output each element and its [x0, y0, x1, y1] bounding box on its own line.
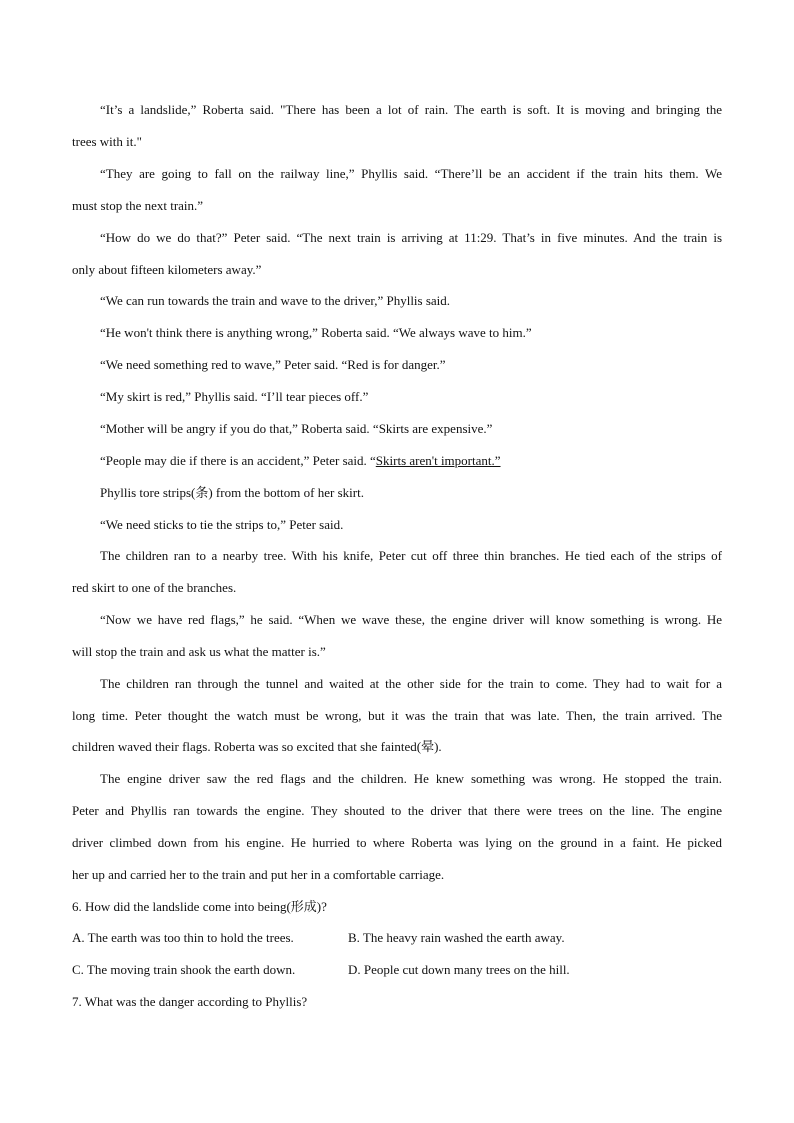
question-6-option-d: D. People cut down many trees on the hill. [348, 962, 570, 977]
paragraph-line: The children ran through the tunnel and waited at the other side for the train to come. They had to wait for a [100, 676, 722, 691]
question-6-option-a: A. The earth was too thin to hold the trees. [72, 930, 294, 945]
paragraph-line: Phyllis tore strips(条) from the bottom of her skirt. [100, 485, 364, 500]
paragraph-line: her up and carried her to the train and put her in a comfortable carriage. [72, 867, 445, 882]
paragraph-line: red skirt to one of the branches. [72, 580, 237, 595]
paragraph-line: “We can run towards the train and wave to the driver,” Phyllis said. [100, 293, 451, 308]
paragraph-line: “Mother will be angry if you do that,” Roberta said. “Skirts are expensive.” [100, 421, 493, 436]
paragraph-line: children waved their flags. Roberta was so excited that she fainted(晕). [72, 739, 442, 754]
paragraph-line: only about fifteen kilometers away.” [72, 262, 262, 277]
paragraph-line: “We need something red to wave,” Peter said. “Red is for danger.” [100, 357, 446, 372]
paragraph-line: “He won't think there is anything wrong,” Roberta said. “We always wave to him.” [100, 325, 532, 340]
question-6-stem: 6. How did the landslide come into being(形成)? [72, 899, 327, 914]
paragraph-line: long time. Peter thought the watch must be wrong, but it was the train that was late. Then, the train arrived. The [72, 708, 722, 723]
paragraph-line: “We need sticks to tie the strips to,” Peter said. [100, 517, 344, 532]
paragraph-line: Peter and Phyllis ran towards the engine. They shouted to the driver that there were trees on the line. The engine [72, 803, 722, 818]
paragraph-line: driver climbed down from his engine. He hurried to where Roberta was lying on the ground in a faint. He picked [72, 835, 722, 850]
question-6-option-c: C. The moving train shook the earth down. [72, 962, 296, 977]
paragraph-line: “It’s a landslide,” Roberta said. "There has been a lot of rain. The earth is soft. It is moving and bringing the [100, 102, 722, 117]
paragraph-line: “They are going to fall on the railway line,” Phyllis said. “There’ll be an accident if the train hits them. We [100, 166, 722, 181]
question-6-option-b: B. The heavy rain washed the earth away. [348, 930, 565, 945]
question-7-stem: 7. What was the danger according to Phyllis? [72, 994, 308, 1009]
underlined-phrase: Skirts aren't important.” [375, 453, 501, 468]
paragraph-line: “My skirt is red,” Phyllis said. “I’ll tear pieces off.” [100, 389, 369, 404]
paragraph-line: The engine driver saw the red flags and the children. He knew something was wrong. He stopped the train. [100, 771, 722, 786]
paragraph-line: The children ran to a nearby tree. With his knife, Peter cut off three thin branches. He tied each of the strips of [100, 548, 722, 563]
paragraph-line: must stop the next train.” [72, 198, 204, 213]
paragraph-line: will stop the train and ask us what the matter is.” [72, 644, 326, 659]
paragraph-line: “How do we do that?” Peter said. “The next train is arriving at 11:29. That’s in five minutes. And the train is [100, 230, 722, 245]
paragraph-line: “Now we have red flags,” he said. “When we wave these, the engine driver will know something is wrong. He [100, 612, 722, 627]
paragraph-line [100, 453, 722, 469]
quote-text: “People may die if there is an accident,” Peter said. “ [100, 453, 376, 468]
paragraph-line: trees with it." [72, 134, 142, 149]
